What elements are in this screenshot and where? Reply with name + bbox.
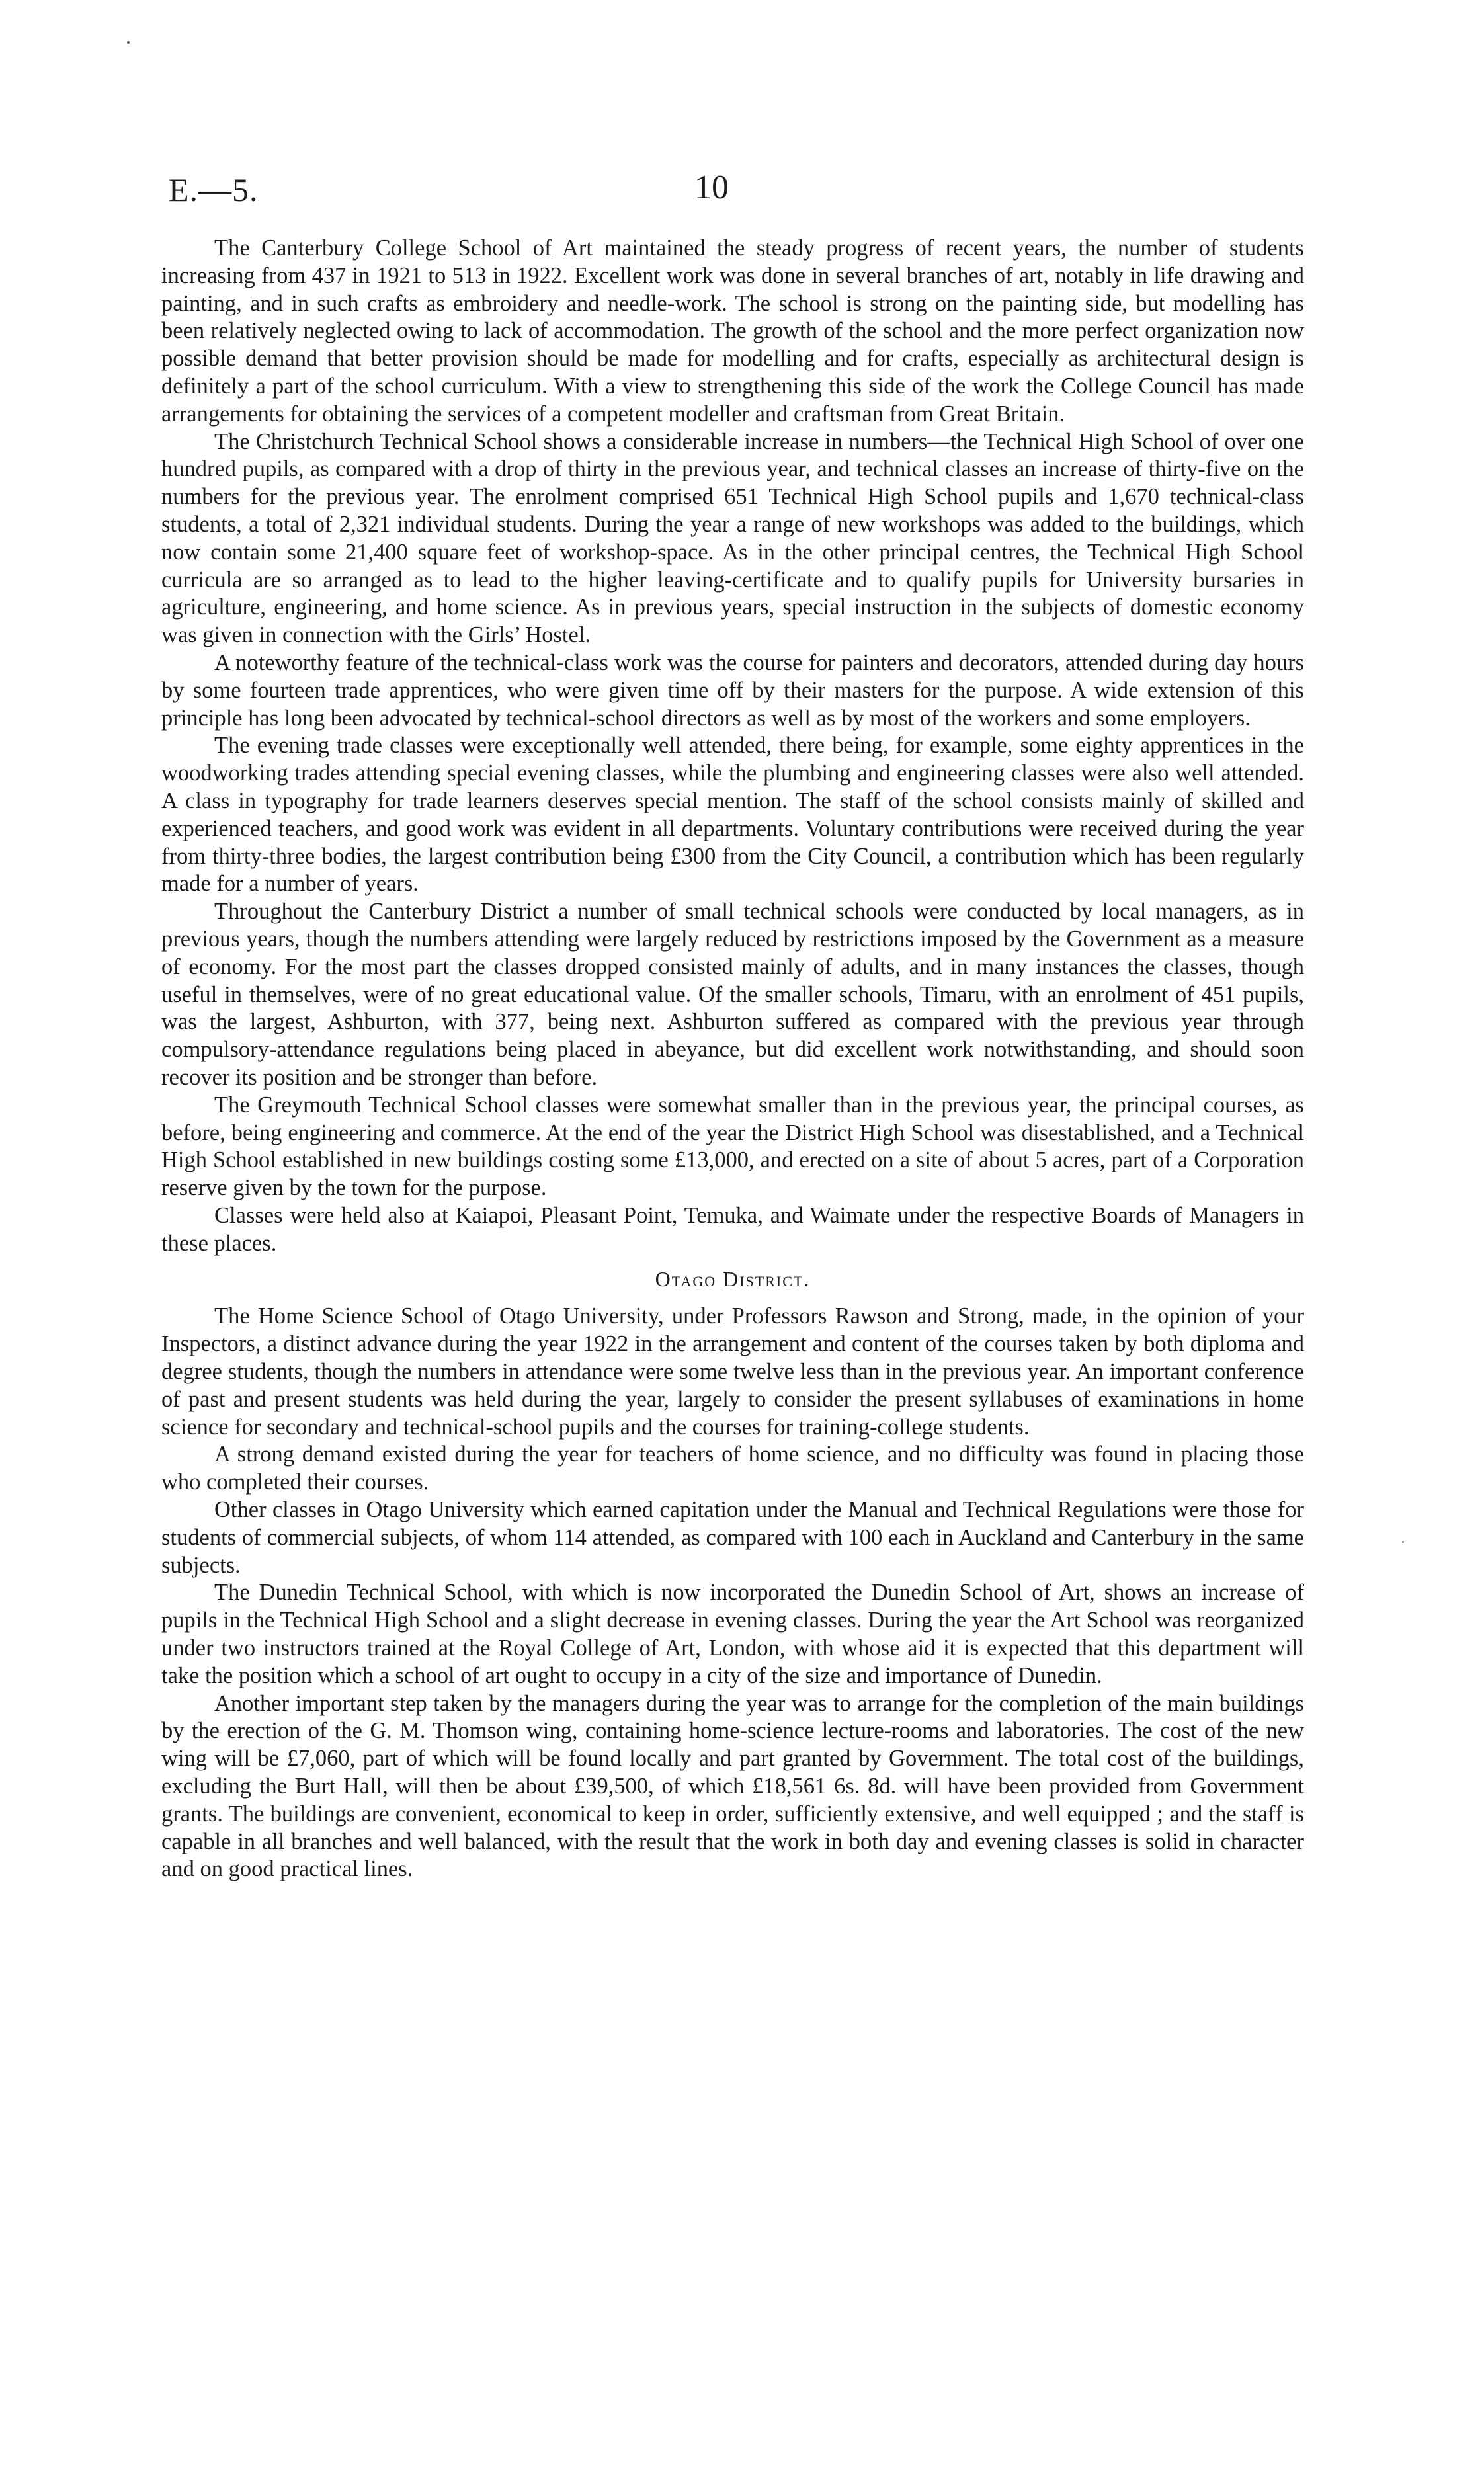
scan-speck xyxy=(1402,1541,1404,1543)
paragraph-thomson-wing: Another important step taken by the managers during the year was to arrange for the completion of the main buildings by the erection of the G. M. Thomson wing, containing home-science lecture-rooms and laboratories. The cost of the new wing will be £7,060, part of which will be found locally and part granted by Government. The total cost of the buildings, excluding the Burt Hall, will then be about £39,500, of which £18,561 6s. 8d. will have been provided from Government grants. The buildings are convenient, economical to keep in order, sufficiently extensive, and well equipped ; and the staff is capable in all branches and well balanced, with the result that the work in both day and evening classes is solid in character and on good practical lines. xyxy=(161,1690,1304,1882)
document-body xyxy=(161,235,1304,1883)
page-number: 10 xyxy=(694,169,729,206)
paragraph-dunedin-technical: The Dunedin Technical School, with which is now incorporated the Dunedin School of Art, shows an increase of pupils in the Technical High School and a slight decrease in evening classes. During the year the Art School was reorganized under two instructors trained at the Royal College of Art, London, with whose aid it is expected that this department will take the position which a school of art ought to occupy in a city of the size and importance of Dunedin. xyxy=(161,1580,1304,1688)
paragraph-canterbury-district: Throughout the Canterbury District a number of small technical schools were conducted by local managers, as in previous years, though the numbers attending were largely reduced by restrictions imposed by the Government as a measure of economy. For the most part the classes dropped consisted mainly of adults, and in many instances the classes, though useful in themselves, were of no great educational value. Of the smaller schools, Timaru, with an enrolment of 451 pupils, was the largest, Ashburton, with 377, being next. Ashburton suffered as compared with the previous year through compulsory-attendance regulations being placed in abeyance, but did excellent work notwithstanding, and should soon recover its position and be stronger than before. xyxy=(161,899,1304,1090)
paragraph-home-science-school: The Home Science School of Otago University, under Professors Rawson and Strong, made, in the opinion of your Inspectors, a distinct advance during the year 1922 in the arrangement and content of the courses taken by both diploma and degree students, though the numbers in attendance were some twelve less than in the previous year. An important conference of past and present students was held during the year, largely to consider the present syllabuses of examinations in home science for secondary and technical-school pupils and the courses for training-college students. xyxy=(161,1303,1304,1440)
paragraph-home-science-demand: A strong demand existed during the year for teachers of home science, and no difficulty was found in placing those who completed their courses. xyxy=(161,1442,1304,1495)
scan-speck xyxy=(127,41,130,44)
section-heading-otago: Otago District. xyxy=(655,1267,811,1292)
paragraph-otago-commercial: Other classes in Otago University which earned capitation under the Manual and Technical Regulations were those for students of commercial subjects, of whom 114 attended, as compared with 100 each in Auckland and Canterbury in the same subjects. xyxy=(161,1497,1304,1578)
paragraph-canterbury-art-school: The Canterbury College School of Art maintained the steady progress of recent years, the number of students increasing from 437 in 1921 to 513 in 1922. Excellent work was done in several branches of art, notably in life drawing and painting, and in such crafts as embroidery and needle-work. The school is strong on the painting side, but modelling has been relatively neglected owing to lack of accommodation. The growth of the school and the more perfect organization now possible demand that better provision should be made for modelling and for crafts, especially as architectural design is definitely a part of the school curriculum. With a view to strengthening this side of the work the College Council has made arrangements for obtaining the services of a competent modeller and craftsman from Great Britain. xyxy=(161,235,1304,427)
paragraph-evening-trade-classes: The evening trade classes were exceptionally well attended, there being, for example, some eighty apprentices in the woodworking trades attending special evening classes, while the plumbing and engineering classes were also well attended. A class in typography for trade learners deserves special mention. The staff of the school consists mainly of skilled and experienced teachers, and good work was evident in all departments. Voluntary contributions were received during the year from thirty-three bodies, the largest contribution being £300 from the City Council, a contribution which has been regularly made for a number of years. xyxy=(161,733,1304,897)
page-reference: E.—5. xyxy=(169,171,259,208)
paragraph-christchurch-technical: The Christchurch Technical School shows a considerable increase in numbers—the Technical High School of over one hundred pupils, as compared with a drop of thirty in the previous year, and technical classes an increase of thirty-five on the numbers for the previous year. The enrolment comprised 651 Technical High School pupils and 1,670 technical-class students, a total of 2,321 individual students. During the year a range of new workshops was added to the buildings, which now contain some 21,400 square feet of workshop-space. As in the other principal centres, the Technical High School curricula are so arranged as to lead to the higher leaving-certificate and to qualify pupils for University bursaries in agriculture, engineering, and home science. As in previous years, special instruction in the subjects of domestic economy was given in connection with the Girls’ Hostel. xyxy=(161,429,1304,648)
paragraph-greymouth: The Greymouth Technical School classes were somewhat smaller than in the previous year, the principal courses, as before, being engineering and commerce. At the end of the year the District High School was disestablished, and a Technical High School established in new buildings costing some £13,000, and erected on a site of about 5 acres, part of a Corporation reserve given by the town for the purpose. xyxy=(161,1092,1304,1201)
paragraph-painters-decorators: A noteworthy feature of the technical-class work was the course for painters and decorators, attended during day hours by some fourteen trade apprentices, who were given time off by their masters for the purpose. A wide extension of this principle has long been advocated by technical-school directors as well as by most of the workers and some employers. xyxy=(161,649,1304,731)
paragraph-kaiapoi-classes: Classes were held also at Kaiapoi, Pleasant Point, Temuka, and Waimate under the respective Boards of Managers in these places. xyxy=(161,1202,1304,1256)
